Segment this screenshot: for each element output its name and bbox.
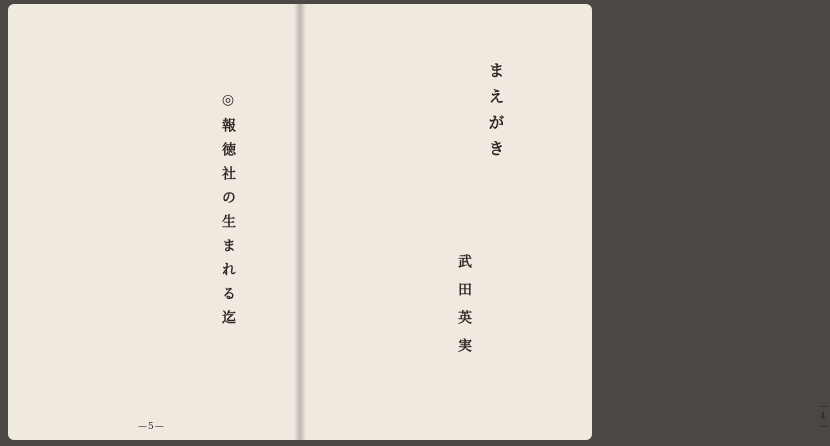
book-spread bbox=[8, 4, 830, 440]
left-page-column-3 bbox=[68, 84, 104, 404]
left-page-column-4 bbox=[24, 74, 64, 404]
author-name: 武田英実 bbox=[456, 254, 472, 366]
preface-body bbox=[500, 72, 578, 362]
left-page bbox=[8, 4, 300, 440]
book-gutter bbox=[294, 4, 306, 440]
right-page bbox=[300, 4, 830, 440]
left-page-number: —5— bbox=[138, 422, 165, 432]
page-title: まえがき bbox=[486, 62, 505, 166]
left-page-column-2 bbox=[108, 74, 204, 404]
right-page-number: —4— bbox=[820, 402, 830, 432]
section-heading: ◎報徳社の生まれる迄 bbox=[220, 92, 236, 334]
left-page-column-1 bbox=[234, 154, 286, 354]
